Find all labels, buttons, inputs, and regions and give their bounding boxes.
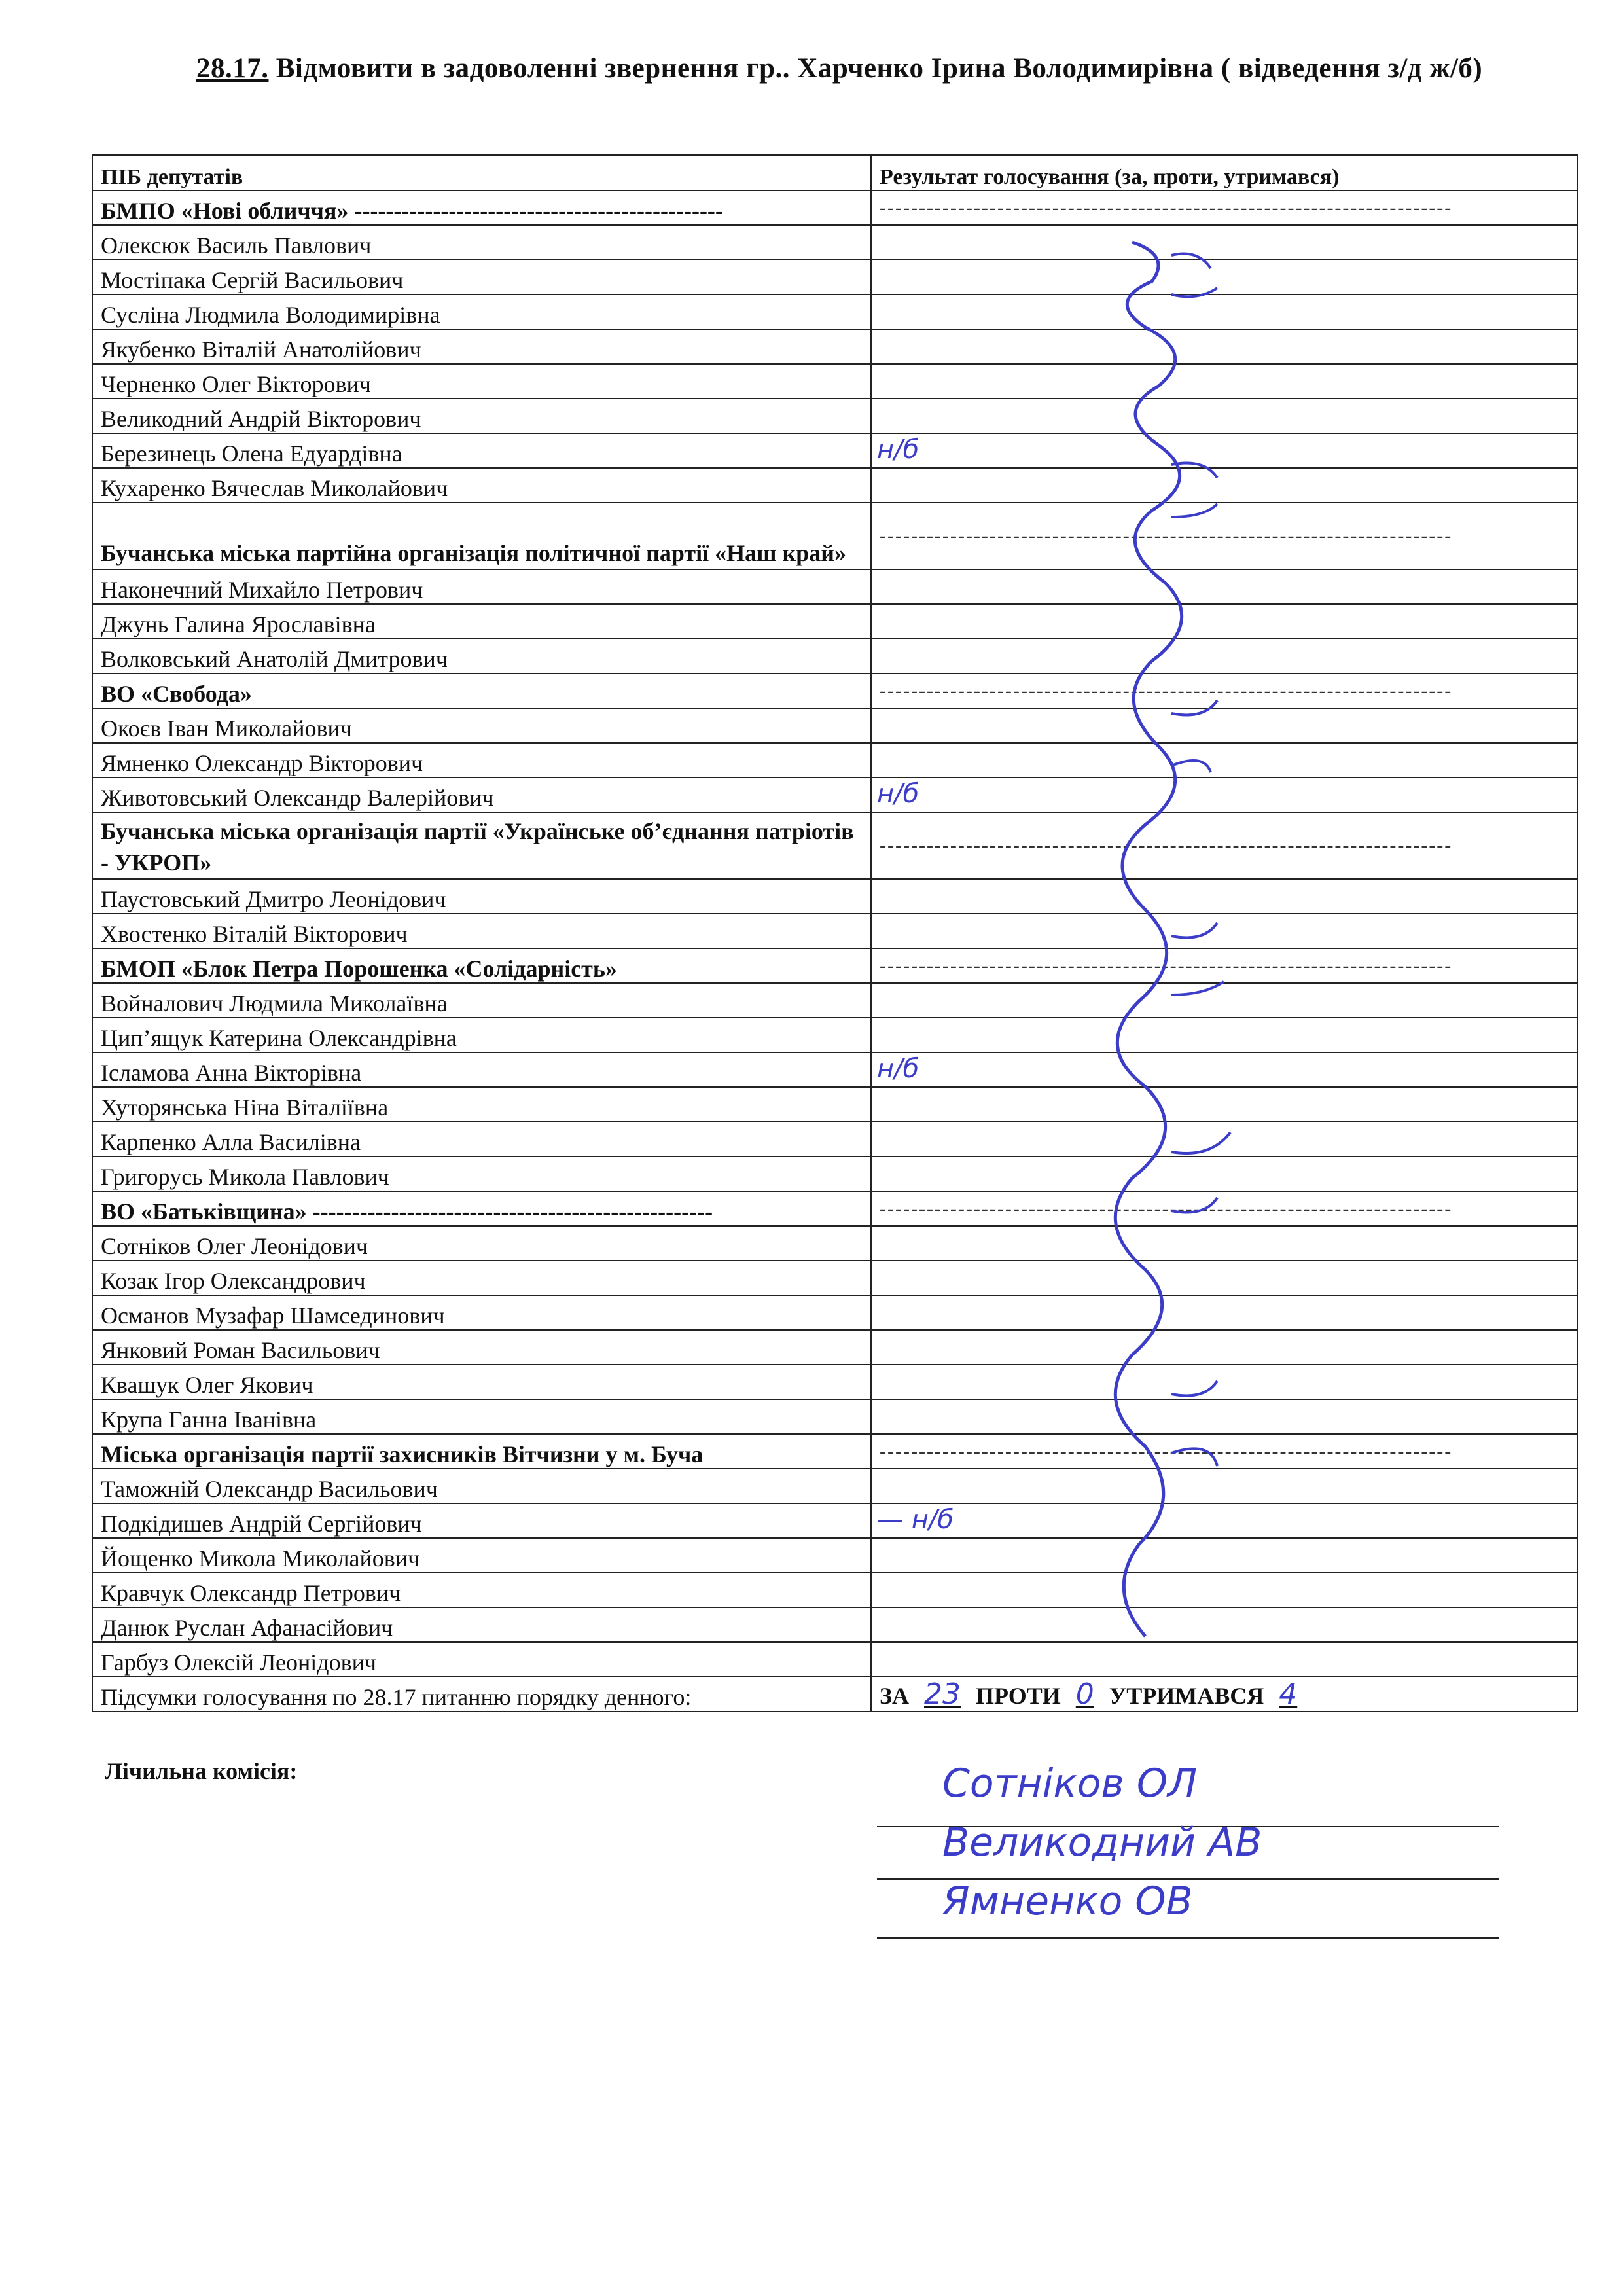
table-header-row bbox=[92, 155, 1578, 190]
party-separator: ------------------------------------------------------------------------- bbox=[871, 673, 1578, 708]
deputy-name: Животовський Олександр Валерійович bbox=[92, 778, 871, 812]
party-name: БМОП «Блок Петра Порошенка «Солідарність» bbox=[92, 948, 871, 983]
deputy-name: Паустовський Дмитро Леонідович bbox=[92, 879, 871, 914]
party-separator: ------------------------------------------------------------------------- bbox=[871, 948, 1578, 983]
deputy-name: Великодний Андрій Вікторович bbox=[92, 399, 871, 433]
summary-label: Підсумки голосування по 28.17 питанню порядку денного: bbox=[92, 1677, 871, 1712]
summary-za-value: 23 bbox=[924, 1677, 961, 1711]
deputy-name: Кухаренко Вячеслав Миколайович bbox=[92, 468, 871, 503]
agenda-item-number: 28.17. bbox=[196, 53, 269, 84]
deputy-name: Ісламова Анна Вікторівна bbox=[92, 1052, 871, 1087]
deputy-name: Цип’ящук Катерина Олександрівна bbox=[92, 1018, 871, 1052]
signature-3: Ямненко ОВ bbox=[942, 1878, 1193, 1924]
party-separator: ------------------------------------------------------------------------- bbox=[871, 812, 1578, 879]
absent-mark: н/б bbox=[877, 435, 919, 465]
party-name: БМПО «Нові обличчя» ----------------------------------------------- bbox=[92, 190, 871, 225]
deputy-name: Гарбуз Олексій Леонідович bbox=[92, 1642, 871, 1677]
signature-1: Сотніков ОЛ bbox=[942, 1761, 1198, 1806]
vote-scribble-column bbox=[1073, 216, 1387, 1748]
summary-za-label: ЗА bbox=[880, 1683, 909, 1709]
absent-mark: н/б bbox=[877, 1054, 919, 1084]
deputy-name: Козак Ігор Олександрович bbox=[92, 1261, 871, 1295]
deputy-name: Османов Музафар Шамсединович bbox=[92, 1295, 871, 1330]
party-separator: ------------------------------------------------------------------------- bbox=[871, 190, 1578, 225]
deputy-name: Хвостенко Віталій Вікторович bbox=[92, 914, 871, 948]
deputy-name: Квашук Олег Якович bbox=[92, 1365, 871, 1399]
party-name: Бучанська міська партійна організація політичної партії «Наш край» bbox=[92, 503, 871, 569]
agenda-item-text: Відмовити в задоволенні звернення гр.. Харченко Ірина Володимирівна ( відведення з/д ж/б) bbox=[276, 53, 1483, 84]
deputy-name: Григорусь Микола Павлович bbox=[92, 1157, 871, 1191]
deputy-name: Подкідишев Андрій Сергійович bbox=[92, 1503, 871, 1538]
summary-proty-label: ПРОТИ bbox=[976, 1683, 1061, 1709]
party-separator: ------------------------------------------------------------------------- bbox=[871, 1434, 1578, 1469]
deputy-name: Данюк Руслан Афанасійович bbox=[92, 1607, 871, 1642]
party-name: Бучанська міська організація партії «Українське об’єднання патріотів - УКРОП» bbox=[92, 812, 871, 879]
deputy-name: Войналович Людмила Миколаївна bbox=[92, 983, 871, 1018]
deputy-name: Янковий Роман Васильович bbox=[92, 1330, 871, 1365]
header-deputies: ПІБ депутатів bbox=[92, 155, 871, 190]
deputy-name: Карпенко Алла Василівна bbox=[92, 1122, 871, 1157]
deputy-name: Сотніков Олег Леонідович bbox=[92, 1226, 871, 1261]
summary-proty-value: 0 bbox=[1075, 1677, 1094, 1711]
party-name: Міська організація партії захисників Вітчизни у м. Буча bbox=[92, 1434, 871, 1469]
header-results: Результат голосування (за, проти, утримався) bbox=[871, 155, 1578, 190]
deputy-name: Сусліна Людмила Володимирівна bbox=[92, 295, 871, 329]
party-separator: ------------------------------------------------------------------------- bbox=[871, 503, 1578, 569]
deputy-name: Крупа Ганна Іванівна bbox=[92, 1399, 871, 1434]
deputy-name: Березинець Олена Едуардівна bbox=[92, 433, 871, 468]
absent-mark: — н/б bbox=[877, 1505, 954, 1535]
deputy-name: Хуторянська Ніна Віталіївна bbox=[92, 1087, 871, 1122]
signature-line-3 bbox=[877, 1937, 1499, 1939]
deputy-name: Йощенко Микола Миколайович bbox=[92, 1538, 871, 1573]
deputy-name: Якубенко Віталій Анатолійович bbox=[92, 329, 871, 364]
signature-2: Великодний АВ bbox=[942, 1820, 1262, 1865]
counting-commission-label: Лічильна комісія: bbox=[105, 1758, 298, 1784]
deputy-name: Джунь Галина Ярославівна bbox=[92, 604, 871, 639]
deputy-name: Олексюк Василь Павлович bbox=[92, 225, 871, 260]
deputy-name: Окоєв Іван Миколайович bbox=[92, 708, 871, 743]
party-name: ВО «Батьківщина» --------------------------------------------------- bbox=[92, 1191, 871, 1226]
deputy-name: Кравчук Олександр Петрович bbox=[92, 1573, 871, 1607]
summary-utrym-label: УТРИМАВСЯ bbox=[1109, 1683, 1264, 1709]
deputy-name: Наконечний Михайло Петрович bbox=[92, 569, 871, 604]
deputy-name: Черненко Олег Вікторович bbox=[92, 364, 871, 399]
summary-utrym-value: 4 bbox=[1279, 1677, 1298, 1711]
deputy-name: Мостіпака Сергій Васильович bbox=[92, 260, 871, 295]
party-separator: ------------------------------------------------------------------------- bbox=[871, 1191, 1578, 1226]
deputy-name: Волковський Анатолій Дмитрович bbox=[92, 639, 871, 673]
deputy-name: Таможній Олександр Васильович bbox=[92, 1469, 871, 1503]
party-name: ВО «Свобода» bbox=[92, 673, 871, 708]
deputy-name: Ямненко Олександр Вікторович bbox=[92, 743, 871, 778]
agenda-item-heading bbox=[196, 51, 1525, 86]
absent-mark: н/б bbox=[877, 779, 919, 809]
